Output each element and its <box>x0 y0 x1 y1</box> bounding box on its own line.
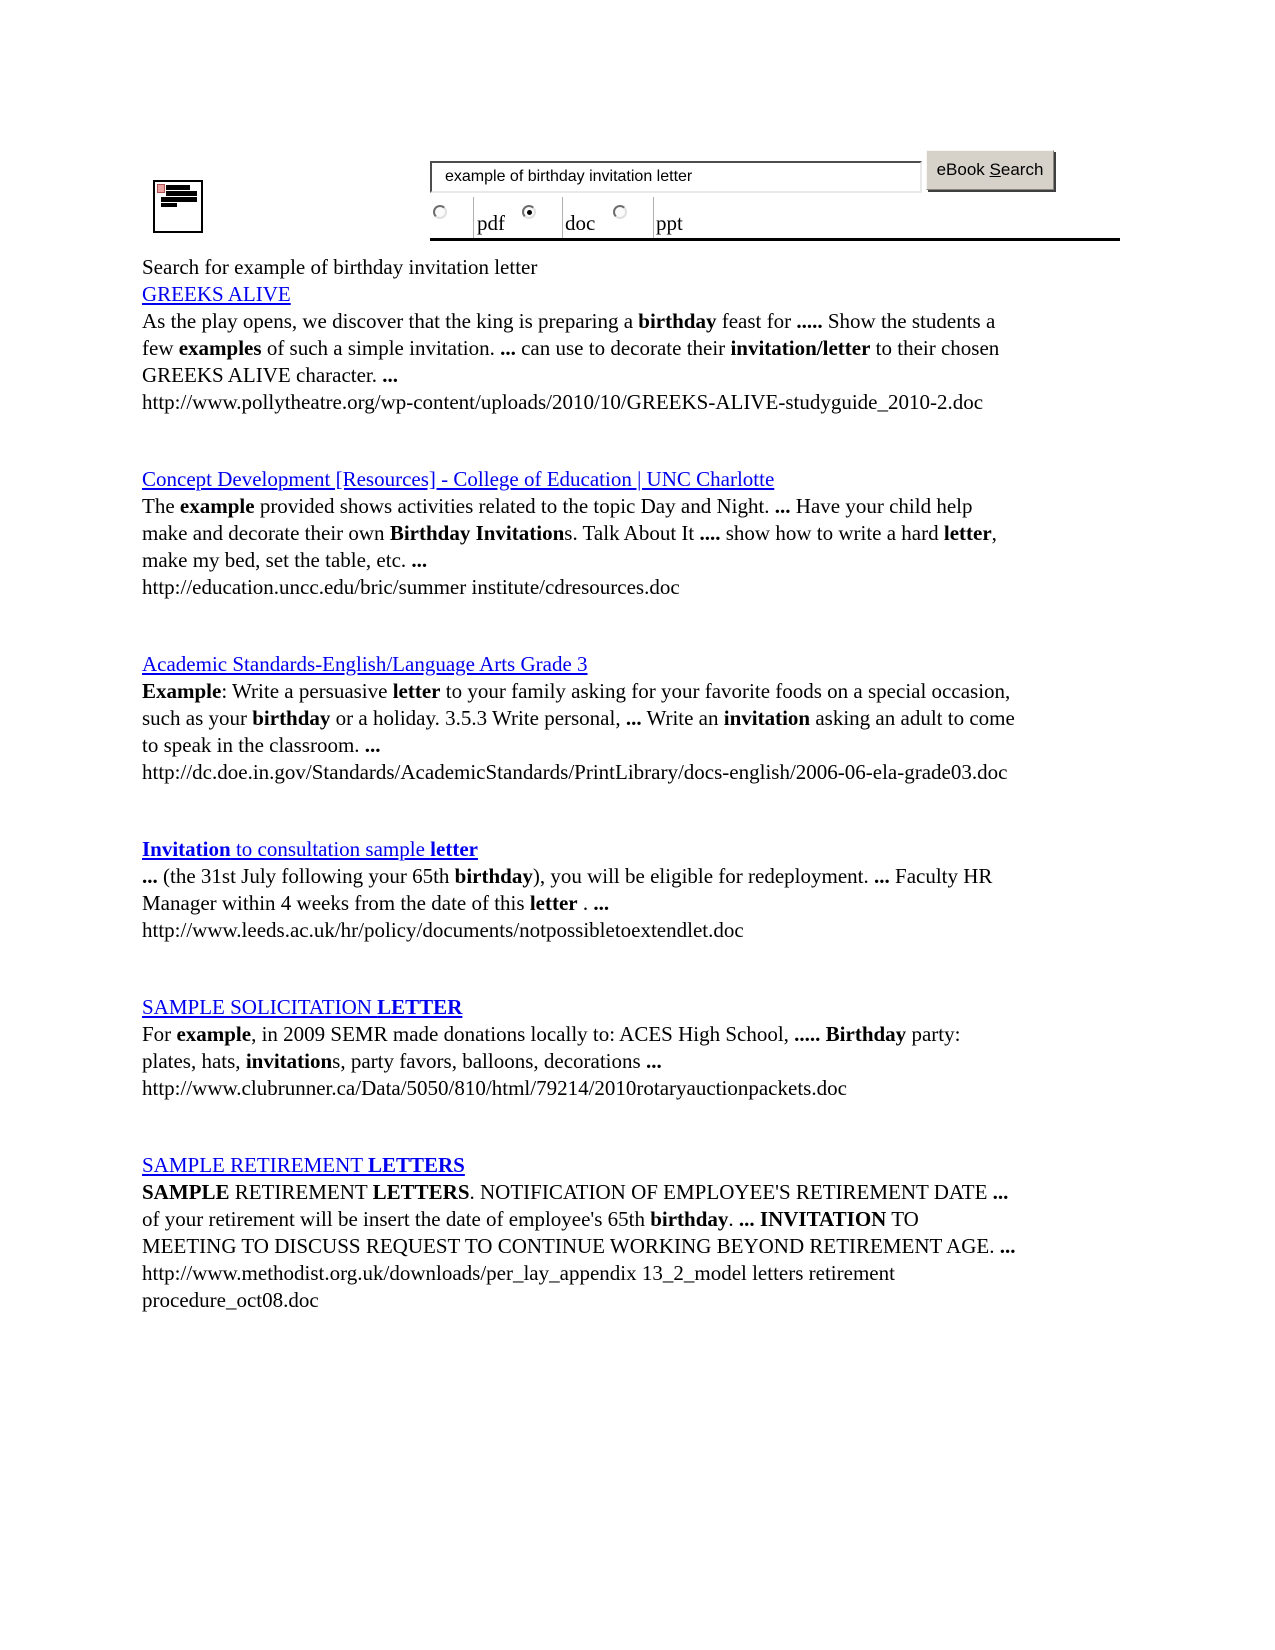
search-result <box>142 1152 1016 1314</box>
logo-alt-text-smudge <box>161 203 177 207</box>
result-title-link[interactable]: SAMPLE SOLICITATION LETTER <box>142 995 463 1019</box>
result-snippet: For example, in 2009 SEMR made donations locally to: ACES High School, ..... Birthday party: plates, hats, invitations, party favors, balloons, decorations ... <box>142 1022 961 1073</box>
result-title-link[interactable]: Invitation to consultation sample letter <box>142 837 478 861</box>
result-title-link[interactable]: GREEKS ALIVE <box>142 282 291 306</box>
search-button-label-suffix: earch <box>1000 160 1044 179</box>
header-divider <box>430 238 1120 241</box>
filetype-separator <box>653 197 654 239</box>
radio-ppt[interactable] <box>613 205 627 219</box>
search-button-accesskey: S <box>989 160 1001 179</box>
radio-doc[interactable] <box>522 205 536 219</box>
result-url: http://www.methodist.org.uk/downloads/per_lay_appendix 13_2_model letters retirement procedure_oct08.doc <box>142 1261 895 1312</box>
search-input[interactable] <box>430 161 922 193</box>
site-logo-broken-image[interactable] <box>153 180 203 233</box>
result-url: http://education.uncc.edu/bric/summer institute/cdresources.doc <box>142 575 680 599</box>
logo-alt-text-smudge <box>166 191 197 196</box>
result-url: http://www.leeds.ac.uk/hr/policy/documents/notpossibletoextendlet.doc <box>142 918 744 942</box>
result-snippet: ... (the 31st July following your 65th birthday), you will be eligible for redeployment. ... Faculty HR Manager within 4 weeks from the date of this letter . ... <box>142 864 993 915</box>
radio-pdf[interactable] <box>433 205 447 219</box>
result-snippet: As the play opens, we discover that the king is preparing a birthday feast for ..... Show the students a few examples of such a simple invitation. ... can use to decorate their invitation/letter to their chosen GREEKS ALIVE character. ... <box>142 309 1000 387</box>
result-title-link[interactable]: Concept Development [Resources] - College of Education | UNC Charlotte <box>142 467 775 491</box>
result-title-link[interactable]: SAMPLE RETIREMENT LETTERS <box>142 1153 465 1177</box>
logo-alt-text-smudge <box>166 185 190 190</box>
result-title-link[interactable]: Academic Standards-English/Language Arts Grade 3 <box>142 652 588 676</box>
result-snippet: SAMPLE RETIREMENT LETTERS. NOTIFICATION OF EMPLOYEE'S RETIREMENT DATE ... of your retirement will be insert the date of employee's 65th birthday. ... INVITATION TO MEETING TO DISCUSS REQUEST TO CONTINUE WORKING BEYOND RETIREMENT AGE. ... <box>142 1180 1016 1258</box>
result-url: http://www.pollytheatre.org/wp-content/uploads/2010/10/GREEKS-ALIVE-studyguide_2010-2.doc <box>142 390 984 414</box>
search-result <box>142 651 1016 786</box>
label-pdf[interactable]: pdf <box>477 211 505 235</box>
ebook-search-button[interactable] <box>926 150 1054 190</box>
label-doc[interactable]: doc <box>565 211 596 235</box>
logo-alt-text-smudge <box>161 197 197 202</box>
results-list <box>142 254 1016 1364</box>
filetype-separator <box>473 197 474 239</box>
filetype-separator <box>562 197 563 239</box>
broken-image-icon <box>157 184 165 193</box>
result-snippet: The example provided shows activities related to the topic Day and Night. ... Have your child help make and decorate their own Birthday Invitations. Talk About It .... show how to write a hard letter, make my bed, set the table, etc. ... <box>142 494 997 572</box>
result-url: http://www.clubrunner.ca/Data/5050/810/html/79214/2010rotaryauctionpackets.doc <box>142 1076 847 1100</box>
result-snippet: Example: Write a persuasive letter to your family asking for your favorite foods on a special occasion, such as your birthday or a holiday. 3.5.3 Write personal, ... Write an invitation asking an adult to come to speak in the classroom. ... <box>142 679 1015 757</box>
result-url: http://dc.doe.in.gov/Standards/AcademicStandards/PrintLibrary/docs-english/2006-06-ela-grade03.doc <box>142 760 1008 784</box>
search-result <box>142 994 1016 1102</box>
label-ppt[interactable]: ppt <box>656 211 683 235</box>
results-summary: Search for example of birthday invitation letter <box>142 255 538 279</box>
search-button-label-prefix: eBook <box>936 160 990 179</box>
radio-dot <box>527 210 532 215</box>
search-result <box>142 281 1016 416</box>
search-result <box>142 466 1016 601</box>
search-result <box>142 836 1016 944</box>
